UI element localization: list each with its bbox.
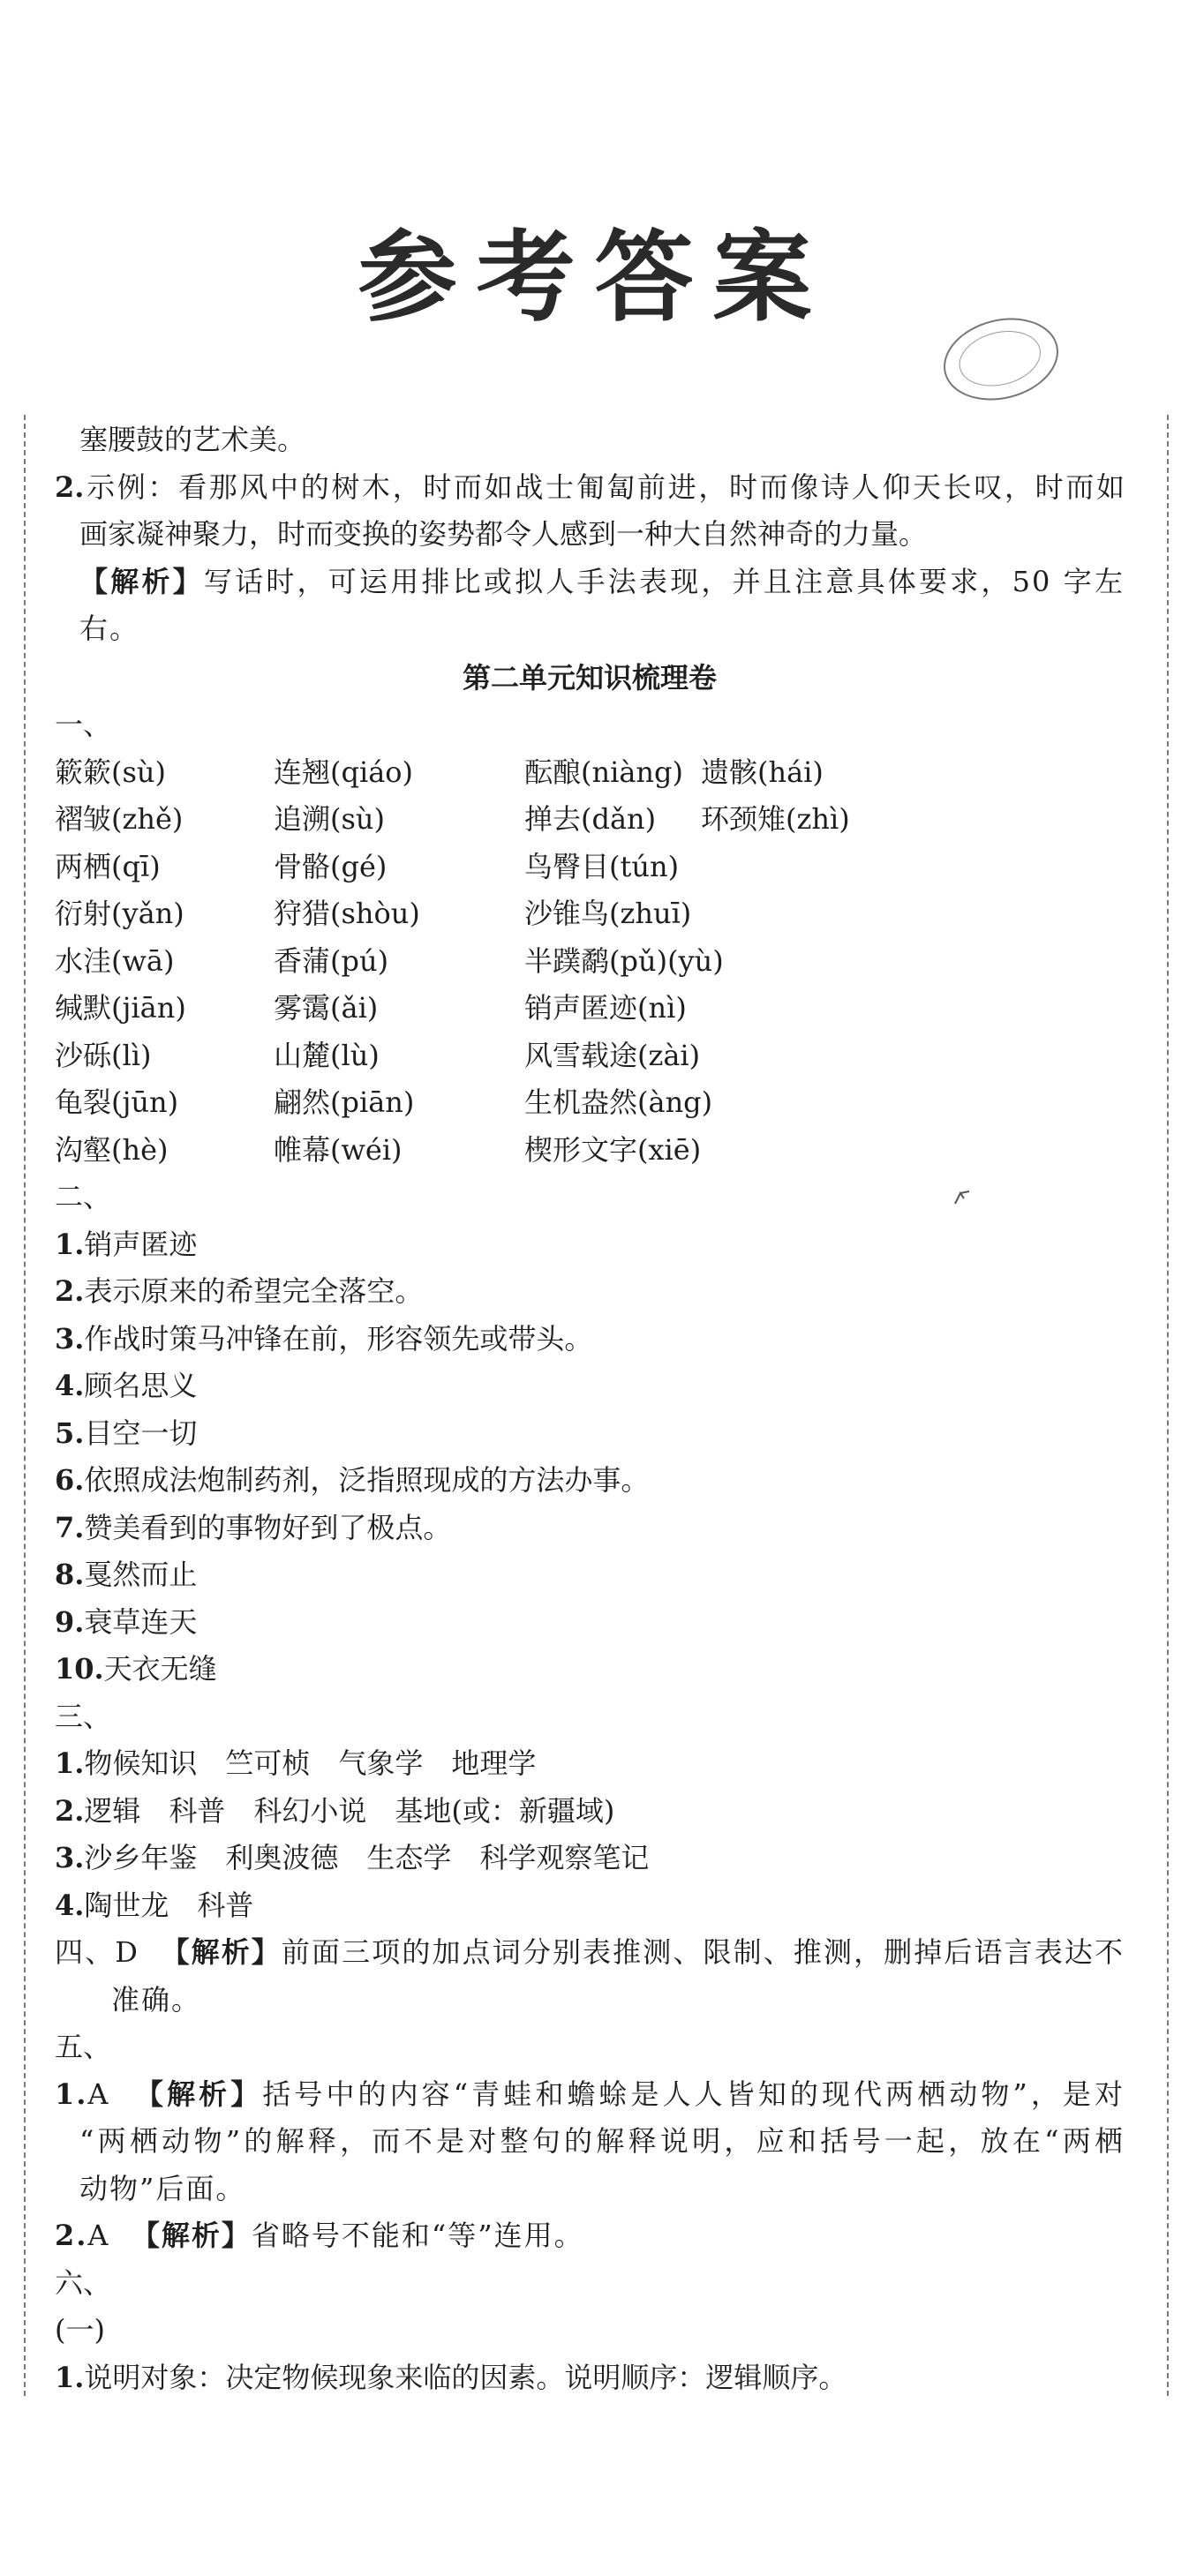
pinyin-cell: 半蹼鹬(pǔ)(yù) <box>524 943 724 978</box>
item-text: 陶世龙 科普 <box>84 1888 254 1922</box>
part2-item <box>55 1505 1125 1552</box>
pinyin-cell: 香蒲(pú) <box>274 943 389 978</box>
pinyin-cell: 雾霭(ǎi) <box>274 991 379 1025</box>
part5-item-2-answer: A <box>87 2219 110 2252</box>
pinyin-cell: 水洼(wā) <box>55 943 175 978</box>
item-num: 2. <box>55 2219 88 2252</box>
part2-item <box>55 1646 1125 1694</box>
pinyin-cell: 衍射(yǎn) <box>55 897 184 930</box>
part6-item-1-text: 说明对象：决定物候现象来临的因素。说明顺序：逻辑顺序。 <box>84 2360 847 2394</box>
pinyin-cell <box>701 1079 1036 1127</box>
part6-sub-heading: (一) <box>55 2313 105 2347</box>
part4-line-1 <box>55 1929 1125 1977</box>
pre-note-text-1: 写话时，可运用排比或拟人手法表现，并且注意具体要求，50 字左 <box>203 564 1125 598</box>
part6-item-1 <box>55 2354 1125 2402</box>
part2-item <box>55 1363 1125 1410</box>
pinyin-cell: 连翘(qiáo) <box>274 755 414 789</box>
item-text: 衰草连天 <box>84 1604 198 1639</box>
pinyin-cell: 沟壑(hè) <box>55 1132 169 1167</box>
pinyin-cell: 褶皱(zhě) <box>55 802 184 836</box>
pre-note-line-2: 右。 <box>79 612 140 645</box>
pinyin-cell: 楔形文字(xiē) <box>524 1132 702 1167</box>
item-num: 1. <box>55 1746 85 1780</box>
item-text: 赞美看到的事物好到了极点。 <box>84 1510 452 1544</box>
part5-heading: 五、 <box>55 2030 112 2063</box>
part2-item <box>55 1551 1125 1599</box>
item-num: 10. <box>55 1652 104 1686</box>
page-title: 参考答案 <box>357 220 832 335</box>
item-num: 5. <box>55 1416 85 1450</box>
stamp-inner-ring <box>953 323 1047 394</box>
part5-item-2-text: 省略号不能和“等”连用。 <box>251 2219 584 2252</box>
pinyin-cell: 骨骼(gé) <box>274 849 388 883</box>
item-text: 戛然而止 <box>84 1558 198 1591</box>
pinyin-cell: 追溯(sù) <box>274 802 386 836</box>
part1-heading: 一、 <box>55 708 112 741</box>
item-text: 沙乡年鉴 利奥波德 生态学 科学观察笔记 <box>84 1841 650 1874</box>
part5-item-1-line-1 <box>55 2071 1125 2119</box>
item-num: 1. <box>55 1227 85 1261</box>
pre-note-line-1 <box>55 559 1125 606</box>
part2-item <box>55 1316 1125 1363</box>
pre-item-2-text-1: 示例：看那风中的树木，时而如战士匍匐前进，时而像诗人仰天长叹，时而如 <box>84 469 1125 504</box>
section-title: 第二单元知识梳理卷 <box>462 660 717 695</box>
left-dashed-border <box>24 415 26 2396</box>
item-num: 3. <box>55 1841 85 1874</box>
pre-item-2-line-2: 画家凝神聚力，时而变换的姿势都令人感到一种大自然神奇的力量。 <box>79 517 928 551</box>
part5-item-1-text-1: 括号中的内容“青蛙和蟾蜍是人人皆知的现代两栖动物”，是对 <box>262 2077 1125 2111</box>
part2-item <box>55 1599 1125 1647</box>
part2-item <box>55 1410 1125 1458</box>
pinyin-cell: 销声匿迹(nì) <box>524 991 687 1025</box>
part5-item-1-label: 【解析】 <box>135 2077 263 2111</box>
item-text: 逻辑 科普 科幻小说 基地(或：新疆域) <box>84 1793 615 1828</box>
item-text: 顾名思义 <box>84 1369 198 1402</box>
part3-item <box>55 1882 1125 1930</box>
item-num: 4. <box>55 1888 85 1922</box>
item-text: 目空一切 <box>84 1416 198 1450</box>
pinyin-cell: 生机盎然(àng) <box>524 1085 713 1119</box>
pinyin-cell <box>701 1127 1036 1175</box>
part2-item <box>55 1221 1125 1269</box>
pinyin-cell: 两栖(qī) <box>55 849 161 883</box>
pinyin-cell: 环颈雉(zhì) <box>701 802 850 836</box>
item-num: 2. <box>55 1793 85 1828</box>
pinyin-cell: 狩猎(shòu) <box>274 897 420 930</box>
pinyin-cell: 鸟臀目(tún) <box>524 849 680 883</box>
item-num: 1. <box>55 2360 85 2394</box>
item-num: 3. <box>55 1321 85 1356</box>
right-dashed-border <box>1167 415 1169 2396</box>
part3-item <box>55 1835 1125 1882</box>
item-num: 7. <box>55 1510 85 1544</box>
part3-heading: 三、 <box>55 1699 112 1733</box>
pinyin-cell: 帷幕(wéi) <box>274 1132 403 1167</box>
pinyin-grid <box>55 749 1125 1175</box>
item-num: 2. <box>55 1274 85 1308</box>
pinyin-cell <box>701 985 1036 1033</box>
item-num: 6. <box>55 1463 85 1497</box>
pre-item-2-line-1 <box>55 464 1125 512</box>
part2-heading: 二、 <box>55 1180 112 1213</box>
item-num: 1. <box>55 2077 88 2111</box>
pinyin-cell: 簌簌(sù) <box>55 755 167 789</box>
pinyin-cell <box>701 938 1036 986</box>
pinyin-cell: 掸去(dǎn) <box>524 802 657 836</box>
pinyin-cell: 沙砾(lì) <box>55 1038 152 1072</box>
part5-item-2-label: 【解析】 <box>131 2219 252 2252</box>
part2-item <box>55 1268 1125 1316</box>
pinyin-cell: 山麓(lù) <box>274 1038 380 1072</box>
part4-line-2: 准确。 <box>111 1982 202 2016</box>
item-num: 9. <box>55 1604 85 1639</box>
pinyin-cell: 缄默(jiān) <box>55 991 186 1025</box>
part3-item <box>55 1788 1125 1836</box>
item-text: 销声匿迹 <box>84 1227 198 1261</box>
pinyin-cell: 酝酿(niàng) <box>524 755 683 789</box>
part4-text-1: 前面三项的加点词分别表推测、限制、推测，删掉后语言表达不 <box>281 1935 1125 1969</box>
item-num: 4. <box>55 1369 85 1402</box>
pinyin-cell: 翩然(piān) <box>274 1085 415 1119</box>
pinyin-cell <box>701 890 1036 938</box>
pinyin-cell: 龟裂(jūn) <box>55 1085 179 1119</box>
item-text: 作战时策马冲锋在前，形容领先或带头。 <box>84 1321 593 1356</box>
pinyin-cell: 沙锥鸟(zhuī) <box>524 897 692 930</box>
item-text: 表示原来的希望完全落空。 <box>84 1274 424 1308</box>
part4-label: 【解析】 <box>161 1935 282 1969</box>
part5-item-1-line-3: 动物”后面。 <box>79 2171 246 2205</box>
item-num: 8. <box>55 1558 85 1591</box>
part4-answer: D <box>115 1935 139 1969</box>
part5-item-2 <box>55 2212 1125 2260</box>
item-text: 依照成法炮制药剂，泛指照现成的方法办事。 <box>84 1463 650 1497</box>
pre-item-2-num: 2. <box>55 469 85 504</box>
item-text: 物候知识 竺可桢 气象学 地理学 <box>84 1746 537 1780</box>
part6-heading: 六、 <box>55 2265 112 2300</box>
pinyin-cell <box>701 1033 1036 1080</box>
pinyin-cell: 风雪载途(zài) <box>524 1038 701 1072</box>
part4-heading: 四、 <box>55 1935 116 1969</box>
part5-item-1-answer: A <box>87 2077 110 2111</box>
item-text: 天衣无缝 <box>103 1652 217 1686</box>
pinyin-cell: 遗骸(hái) <box>701 755 824 789</box>
pre-note-label: 【解析】 <box>79 564 204 598</box>
part5-item-1-line-2: “两栖动物”的解释，而不是对整句的解释说明，应和括号一起，放在“两栖 <box>79 2124 1125 2158</box>
part3-item <box>55 1740 1125 1788</box>
answer-content <box>55 417 1125 2401</box>
pinyin-cell <box>701 844 1036 891</box>
part2-item <box>55 1457 1125 1505</box>
pre-line-1: 塞腰鼓的艺术美。 <box>79 423 306 456</box>
